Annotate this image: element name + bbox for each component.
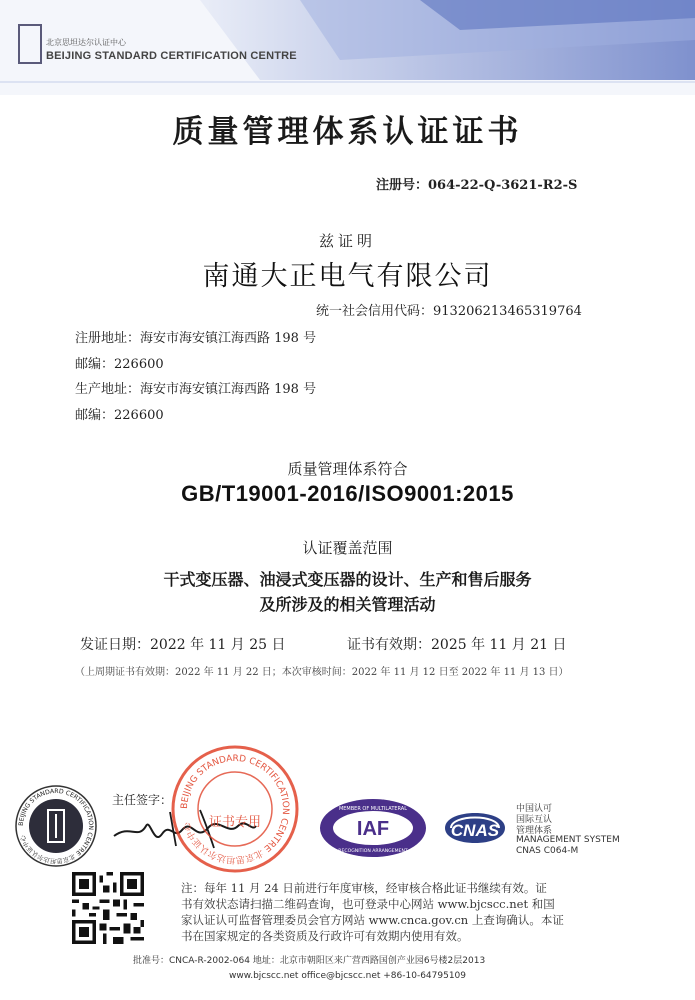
scope-heading: 认证覆盖范围 — [302, 539, 393, 557]
round-bsc-logo-icon — [14, 784, 98, 868]
iaf-logo — [318, 797, 428, 859]
bsc-logo-icon — [18, 24, 42, 64]
registered-postcode: 邮编：226600 — [75, 357, 164, 372]
issue-date: 发证日期：2022 年 11 月 25 日 — [80, 637, 286, 653]
scope-line-1: 干式变压器、油浸式变压器的设计、生产和售后服务 — [163, 570, 532, 589]
standard-code: GB/T19001-2016/ISO9001:2015 — [181, 481, 514, 506]
hereby-certify: 兹证明 — [318, 232, 376, 250]
cnas-text-5: CNAS C064-M — [516, 846, 579, 856]
company-name: 南通大正电气有限公司 — [202, 261, 493, 292]
cnas-text-3: 管理体系 — [516, 826, 553, 836]
scope-line-2: 及所涉及的相关管理活动 — [259, 595, 436, 614]
iaf-top-text: MEMBER OF MULTILATERAL — [338, 806, 408, 812]
previous-cycle-info: （上周期证书有效期：2022 年 11 月 22 日；本次审核时间：2022 年 11 月 12 日至 2022 年 11 月 13 日） — [75, 667, 569, 678]
org-name-en: BEIJING STANDARD CERTIFICATION CENTRE — [46, 50, 297, 62]
qr-code[interactable] — [72, 872, 144, 944]
round-logo-ring-text: BEIJING STANDARD CERTIFICATION CENTRE 北京思坦达尔认证中心 — [17, 787, 95, 865]
iaf-label: IAF — [356, 818, 390, 840]
expiry-date: 证书有效期：2025 年 11 月 21 日 — [347, 637, 567, 653]
header-banner — [0, 0, 695, 95]
footer-contact[interactable]: www.bjcscc.net office@bjcscc.net +86-10-64795109 — [228, 971, 467, 981]
production-address: 生产地址：海安市海安镇江海西路 198 号 — [75, 382, 317, 397]
cnas-logo — [437, 800, 513, 856]
note-line-1: 注：每年 11 月 24 日前进行年度审核，经审核合格此证书继续有效。证 — [181, 881, 547, 895]
cnas-text-2: 国际互认 — [516, 815, 553, 825]
director-signature-label: 主任签字： — [112, 793, 173, 807]
approval-address: 批准号：CNCA-R-2002-064 地址：北京市朝阳区来广营西路国创产业园6号楼2层2013 — [133, 956, 486, 966]
org-name-cn: 北京思坦达尔认证中心 — [46, 38, 126, 47]
note-line-3: 家认证认可监督管理委员会官方网站 www.cnca.gov.cn 上查询确认。本证 — [181, 913, 564, 927]
production-postcode: 邮编：226600 — [75, 408, 164, 423]
certification-seal — [170, 744, 300, 874]
registration-number: 注册号：064-22-Q-3621-R2-S — [376, 178, 578, 193]
certificate-title: 质量管理体系认证证书 — [172, 114, 523, 150]
conforms-to-label: 质量管理体系符合 — [287, 460, 408, 478]
cnas-text-1: 中国认可 — [516, 804, 553, 814]
iaf-bottom-text: RECOGNITION ARRANGEMENT — [338, 849, 408, 854]
credit-code: 统一社会信用代码：913206213465319764 — [316, 304, 582, 319]
note-line-4: 书在国家规定的各类资质及行政许可有效期内使用有效。 — [181, 929, 469, 943]
seal-ring-text: BEIJING STANDARD CERTIFICATION CENTRE 北京思坦达尔认证中心 — [179, 753, 291, 865]
cnas-text-4: MANAGEMENT SYSTEM — [516, 835, 620, 845]
cnas-label: CNAS — [450, 821, 500, 840]
note-line-2: 书有效状态请扫描二维码查询，也可登录中心网站 www.bjcscc.net 和国 — [181, 897, 555, 911]
seal-center-text: 证书专用 — [208, 815, 262, 830]
registered-address: 注册地址：海安市海安镇江海西路 198 号 — [75, 331, 317, 346]
